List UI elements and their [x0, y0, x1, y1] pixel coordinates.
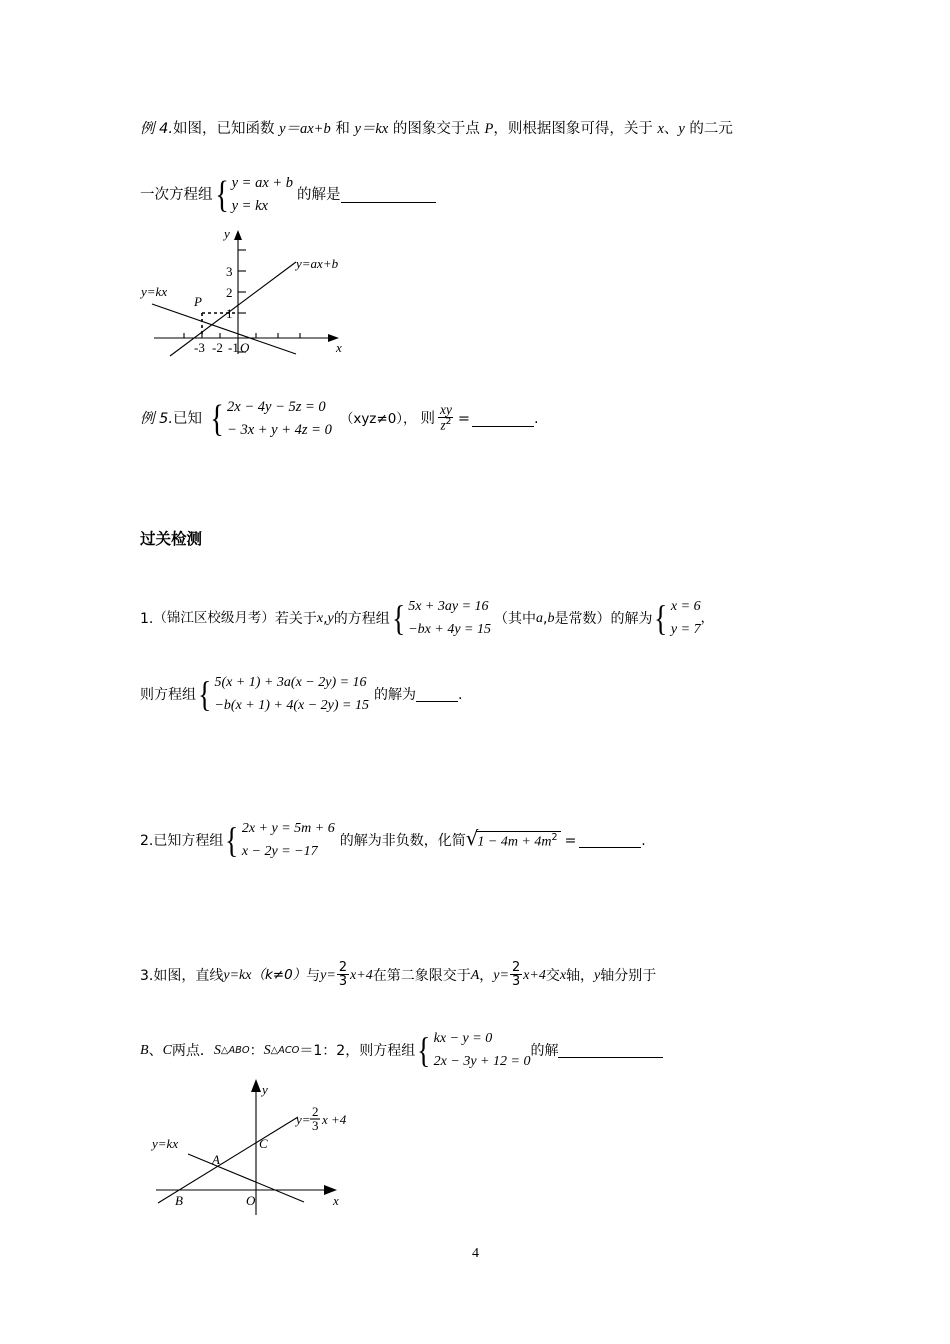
example5-text-b: 则	[420, 411, 436, 428]
left-brace: {	[225, 819, 239, 860]
q3-cond-k: （k≠0）	[251, 967, 307, 984]
q2-sys-eq1: 2x + y = 5m + 6	[241, 821, 335, 836]
example5-label: 例 5.	[140, 411, 173, 428]
example4-point-p: P	[484, 121, 494, 137]
answer-blank-example4[interactable]	[341, 188, 436, 203]
example5-period: .	[534, 411, 539, 428]
fraction-denominator: $z^2$	[440, 416, 452, 433]
q3-text-a: 如图，直线	[153, 968, 224, 985]
q3-point-a: A	[470, 968, 480, 984]
q3-graph	[136, 1072, 396, 1220]
q1-sol-eq1: x = 6	[670, 599, 701, 614]
section-heading: 过关检测	[140, 530, 203, 548]
q1-line2	[140, 672, 462, 717]
fraction-numerator: xy	[440, 401, 452, 417]
y-tick-label-1: 1	[226, 306, 233, 321]
radical-sign: √	[465, 826, 479, 850]
line1-label-suffix: x +4	[322, 1112, 347, 1127]
y-tick-label-2: 2	[226, 285, 233, 300]
q2-text-b: 的解为非负数，化简	[339, 832, 466, 849]
q3-text-c: 在第二象限交于	[372, 968, 471, 985]
example4-sys-eq2: y = kx	[231, 198, 268, 215]
q1-sol-eq2: y = 7	[670, 621, 701, 637]
example4-system	[213, 172, 294, 219]
q1-source: （锦江区校级月考）	[153, 609, 275, 626]
y-tick-label-3: 3	[226, 264, 233, 279]
q1-text-c3: 是常数）的解为	[554, 610, 653, 627]
page-number: 4	[472, 1246, 479, 1261]
line1-frac-denominator: 3	[312, 1118, 319, 1133]
q1-system-1	[390, 596, 491, 641]
example4-line2-text-a: 一次方程组	[140, 187, 213, 204]
example4-line1-text-f: 的二元	[684, 121, 733, 137]
left-brace: {	[210, 398, 224, 441]
q3-line2-text-c: 则方程组	[359, 1042, 416, 1059]
fraction-denominator: 3	[511, 974, 521, 990]
origin-label: O	[246, 1193, 256, 1208]
q1-sys1-eq2: −bx + 4y = 15	[408, 621, 491, 637]
point-a-label: A	[212, 1152, 220, 1167]
q3-line2	[140, 1028, 663, 1073]
answer-blank-q2[interactable]	[579, 834, 641, 848]
example5-line	[140, 396, 539, 443]
q3-colon-1: ：	[249, 1042, 264, 1059]
q1-text-a: 若关于	[274, 610, 317, 627]
q3-eq-kx: y=kx	[223, 968, 252, 984]
example4-line1-text-e: 、	[663, 121, 679, 137]
example4-line2	[140, 172, 436, 219]
left-brace: {	[214, 174, 229, 217]
left-brace: {	[654, 597, 668, 638]
example4-eq1: y＝ax+b	[279, 121, 331, 137]
line2-label: y=kx	[141, 284, 168, 299]
example4-line1-text-b: 和	[330, 121, 355, 137]
q3-line1	[140, 959, 657, 990]
q2-system	[223, 818, 334, 863]
point-p-label: P	[194, 294, 202, 309]
q2-sys-eq2: x − 2y = −17	[241, 843, 318, 859]
left-brace: {	[198, 673, 212, 714]
q3-area-1-sub: △ABO	[220, 1044, 250, 1056]
q3-text-f: 轴，	[566, 968, 595, 985]
example4-line1-text-d: ，则根据图象可得，关于	[493, 121, 658, 137]
point-c-label: C	[259, 1136, 268, 1151]
line-kx	[152, 304, 296, 354]
example4-line1	[140, 122, 733, 137]
q1-line2-text-a: 则方程组	[140, 686, 196, 703]
q1-comma: ,	[323, 610, 328, 627]
q1-line1	[140, 596, 714, 641]
q1-text-c2: ,	[543, 610, 548, 627]
q3-line2-text-a: 、	[148, 1042, 163, 1059]
q3-point-c: C	[162, 1042, 172, 1058]
q1-trailing-comma: ，	[700, 611, 714, 627]
q3-sys-eq1: kx − y = 0	[433, 1031, 493, 1046]
y-axis-arrow	[251, 1079, 261, 1092]
line1-label-group	[294, 1104, 347, 1133]
example5-text-a: 已知	[172, 411, 202, 428]
fraction-denominator: 3	[338, 974, 348, 990]
x-axis-label: x	[333, 1193, 339, 1208]
example5-equals: =	[457, 411, 471, 428]
y-axis-arrow	[234, 230, 242, 240]
q1-sys2-eq2: −b(x + 1) + 4(x − 2y) = 15	[214, 697, 369, 713]
y-axis-label: y	[224, 226, 230, 241]
q3-eq-y: y=	[320, 968, 336, 984]
x-tick-label-neg2: -2	[212, 340, 223, 355]
q3-text-d: ，	[479, 968, 494, 985]
q1-text-b: 的方程组	[333, 610, 390, 627]
y-axis-label: y	[262, 1082, 268, 1097]
fraction-numerator: 2	[511, 959, 521, 975]
example4-var-x: x	[657, 121, 664, 137]
q3-line2-text-d: 的解	[530, 1042, 559, 1059]
q3-graph-svg	[136, 1072, 396, 1220]
q1-line2-period: .	[458, 686, 463, 703]
q1-number: 1.	[140, 610, 154, 627]
left-brace: {	[417, 1029, 431, 1070]
q3-line2-text-b: 两点．	[171, 1042, 214, 1059]
line2-label: y=kx	[152, 1136, 179, 1151]
example4-line1-text-c: 的图象交于点	[388, 121, 485, 137]
q2-text-a: 已知方程组	[153, 832, 224, 849]
answer-blank-q1[interactable]	[416, 688, 458, 702]
line1-label: y=ax+b	[296, 256, 339, 271]
q1-var-y: y	[327, 610, 334, 626]
q3-eq-y2: y=	[493, 968, 509, 984]
q3-text-b: 与	[306, 968, 321, 985]
example5-system	[208, 396, 332, 443]
q1-const-a: a	[536, 610, 543, 626]
left-brace: {	[391, 597, 406, 638]
example4-var-y: y	[678, 121, 685, 137]
point-b-label: B	[175, 1193, 183, 1208]
q3-axis-y: y	[594, 968, 601, 984]
q1-var-x: x	[316, 610, 324, 626]
q3-ratio: ＝1：2，	[299, 1042, 360, 1059]
q3-fraction-2	[510, 961, 522, 989]
example5-sys-eq2: − 3x + y + 4z = 0	[227, 422, 332, 439]
fraction-numerator: 2	[338, 959, 348, 975]
answer-blank-q3[interactable]	[558, 1044, 663, 1058]
q3-sys-eq2: 2x − 3y + 12 = 0	[433, 1053, 531, 1069]
q3-eq-tail2: x+4	[523, 968, 546, 984]
example4-line1-text-a: 如图，已知函数	[172, 121, 280, 137]
q3-eq-tail: x+4	[350, 968, 373, 984]
example4-line2-text-b: 的解是	[297, 187, 341, 204]
answer-blank-example5[interactable]	[472, 412, 534, 427]
q2-line	[140, 818, 646, 863]
q1-text-c: （其中	[494, 610, 536, 627]
line1-label-prefix: y=	[296, 1112, 311, 1127]
example4-graph	[136, 226, 351, 366]
q3-system	[415, 1028, 530, 1073]
example5-sys-eq1: 2x − 4y − 5z = 0	[227, 399, 326, 415]
q3-text-g: 轴分别于	[600, 968, 657, 985]
q1-line2-text-b: 的解为	[374, 686, 416, 703]
q3-number: 3.	[140, 968, 154, 985]
example4-sys-eq1: y = ax + b	[231, 175, 294, 191]
q2-equals: =	[564, 832, 577, 849]
example5-condition: （xyz≠0），	[339, 410, 417, 427]
q1-system-2	[196, 672, 369, 717]
example4-graph-svg	[136, 226, 351, 366]
q2-square-root	[465, 826, 561, 850]
q3-point-b: B	[140, 1042, 149, 1058]
q1-sys2-eq1: 5(x + 1) + 3a(x − 2y) = 16	[214, 675, 367, 690]
origin-label: O	[240, 340, 250, 355]
q1-const-b: b	[547, 610, 555, 626]
q3-axis-x: x	[559, 968, 567, 984]
q3-area-2: S	[263, 1042, 271, 1058]
line1-frac-numerator: 2	[312, 1104, 319, 1119]
example4-label: 例 4.	[140, 121, 173, 137]
x-tick-label-neg3: -3	[194, 340, 205, 355]
q1-sys1-eq1: 5x + 3ay = 16	[408, 599, 489, 614]
q3-text-e: 交	[545, 968, 560, 985]
q3-area-2-sub: △ACO	[270, 1044, 300, 1056]
q2-number: 2.	[140, 832, 154, 849]
q1-solution	[652, 596, 700, 641]
x-axis-label: x	[336, 340, 342, 355]
example4-eq2: y＝kx	[354, 121, 389, 137]
q3-fraction-1	[337, 961, 349, 989]
example5-fraction	[438, 403, 454, 433]
q2-period: .	[641, 832, 646, 849]
x-tick-label-neg1: -1	[228, 340, 239, 355]
q3-area-1: S	[213, 1042, 221, 1058]
radicand: $1 - 4m + 4m^2$	[476, 831, 560, 850]
